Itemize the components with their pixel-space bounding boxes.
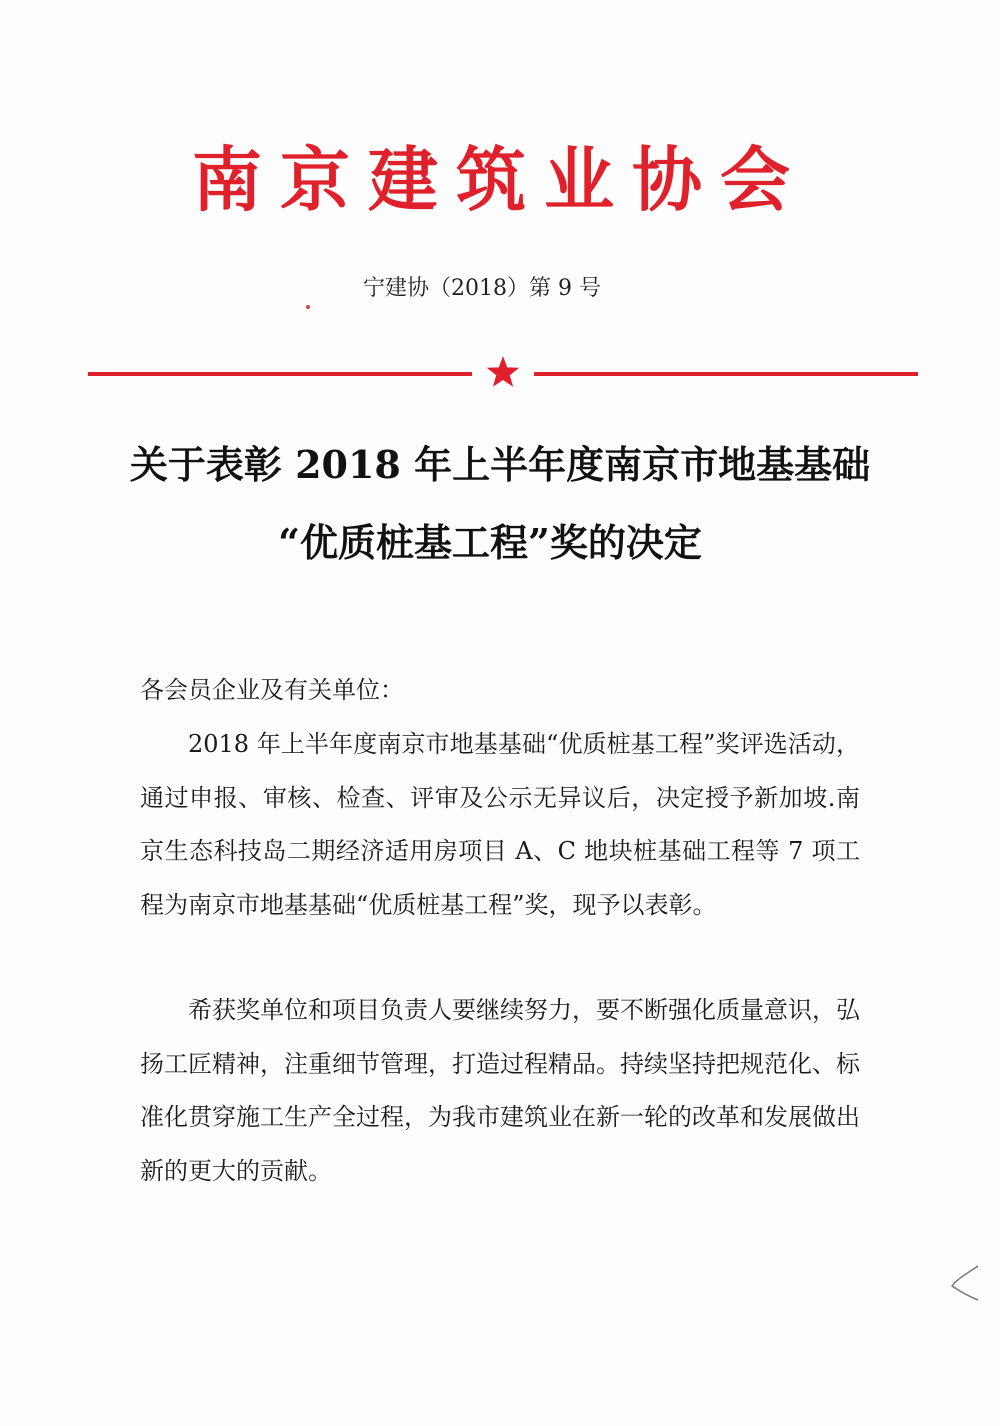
divider-line-right xyxy=(534,372,918,376)
document-number: 宁建协（2018）第 9 号 xyxy=(363,276,601,301)
body-paragraph-1: 2018 年上半年度南京市地基基础“优质桩基工程”奖评选活动，通过申报、审核、检查、评审及公示无异议后，决定授予新加坡.南京生态科技岛二期经济适用房项目 A、C 地块桩基础工程等 7 项工程为南京市地基基础“优质桩基工程”奖，现予以表彰。 xyxy=(140,730,860,919)
divider-line-left xyxy=(88,372,472,376)
document-title-line-2: “优质桩基工程”奖的决定 xyxy=(278,520,702,565)
scan-edge-mark xyxy=(948,1262,982,1302)
letterhead-organization-name: 南京建筑业协会 xyxy=(192,138,808,221)
body-paragraph-2: 希获奖单位和项目负责人要继续努力，要不断强化质量意识，弘扬工匠精神，注重细节管理，打造过程精品。持续坚持把规范化、标准化贯穿施工生产全过程，为我市建筑业在新一轮的改革和发展做出新的更大的贡献。 xyxy=(140,996,860,1185)
scan-speck xyxy=(306,305,310,309)
letterhead-divider xyxy=(88,360,918,400)
salutation: 各会员企业及有关单位： xyxy=(140,676,404,704)
star-icon xyxy=(485,354,521,390)
document-title-line-1: 关于表彰 2018 年上半年度南京市地基基础 xyxy=(129,442,871,487)
